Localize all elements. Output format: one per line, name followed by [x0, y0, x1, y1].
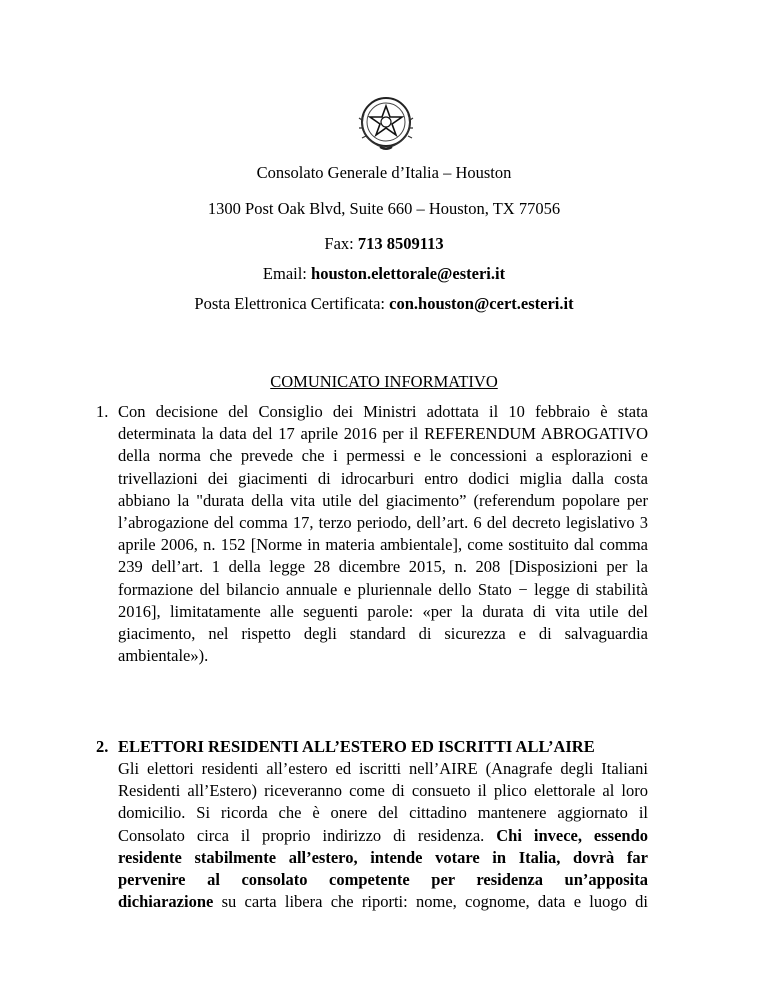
- paragraph-line: abbiano la "durata della vita utile del giacimento” (referendum popolare per: [118, 490, 648, 510]
- pec-address[interactable]: con.houston@cert.esteri.it: [389, 294, 574, 313]
- paragraph-line: aprile 2006, n. 152 [Norme in materia ambientale], come sostituito dal comma: [118, 535, 648, 555]
- paragraph-line: trivellazioni dei giacimenti di idrocarburi entro dodici miglia dalla costa: [118, 468, 648, 488]
- bold-segment: Chi invece, essendo: [496, 825, 649, 845]
- paragraph-line-bold: residente stabilmente all’estero, intende votare in Italia, dovrà far: [118, 847, 648, 867]
- list-item-aire-body: [118, 758, 648, 913]
- section-heading-aire: [96, 736, 595, 758]
- paragraph-line: domicilio. Si ricorda che è onere del cittadino mantenere aggiornato il: [118, 803, 648, 823]
- paragraph-line: [118, 825, 648, 847]
- list-item-number: 2.: [96, 737, 109, 756]
- paragraph-line: giacimento, nel rispetto degli standard di sicurezza e di salvaguardia: [118, 624, 648, 644]
- paragraph-line: Residenti all’Estero) riceveranno come di consueto il plico elettorale al loro: [118, 781, 648, 801]
- list-item-referendum: [96, 401, 648, 667]
- line-segment: Consolato circa il proprio indirizzo di residenza.: [118, 825, 497, 845]
- consulate-address: 1300 Post Oak Blvd, Suite 660 – Houston, TX 77056: [207, 199, 561, 218]
- paragraph-line: determinata la data del 17 aprile 2016 per il REFERENDUM ABROGATIVO: [118, 424, 648, 444]
- section-heading-text: ELETTORI RESIDENTI ALL’ESTERO ED ISCRITTI ALL’AIRE: [118, 737, 595, 756]
- bold-segment: dichiarazione: [118, 892, 214, 912]
- italian-republic-emblem-icon: [356, 92, 416, 154]
- consulate-name: Consolato Generale d’Italia – Houston: [256, 163, 512, 182]
- line-segment: su carta libera che riporti: nome, cognome, data e luogo di: [213, 892, 648, 912]
- paragraph-line-bold: pervenire al consolato competente per residenza un’apposita: [118, 870, 648, 890]
- paragraph-line: ambientale»).: [118, 646, 209, 666]
- fax-label: Fax:: [324, 234, 358, 253]
- pec-line: [0, 294, 768, 314]
- fax-line: [0, 234, 768, 254]
- list-item-number: 1.: [96, 402, 109, 421]
- paragraph-line: l’abrogazione del comma 17, terzo periodo, dell’art. 6 del decreto legislativo 3: [118, 513, 648, 533]
- paragraph-line: della norma che prevede che i permessi e le concessioni a esplorazioni e: [118, 446, 648, 466]
- paragraph-line: 2016], limitatamente alle seguenti parole: «per la durata di vita utile del: [118, 601, 648, 621]
- email-address[interactable]: houston.elettorale@esteri.it: [311, 264, 506, 283]
- fax-number: 713 8509113: [357, 234, 444, 253]
- paragraph-line: formazione del bilancio annuale e pluriennale dello Stato − legge di stabilità: [118, 579, 648, 599]
- paragraph-line: [118, 891, 648, 913]
- paragraph-line: 239 dell’art. 1 della legge 28 dicembre 2015, n. 208 [Disposizioni per la: [118, 557, 648, 577]
- pec-label: Posta Elettronica Certificata:: [194, 294, 390, 313]
- email-label: Email:: [262, 264, 312, 283]
- paragraph-line: Gli elettori residenti all’estero ed iscritti nell’AIRE (Anagrafe degli Italiani: [118, 759, 648, 778]
- email-line: [0, 264, 768, 284]
- paragraph-line: Con decisione del Consiglio dei Ministri adottata il 10 febbraio è stata: [118, 402, 648, 421]
- document-title: COMUNICATO INFORMATIVO: [270, 372, 498, 391]
